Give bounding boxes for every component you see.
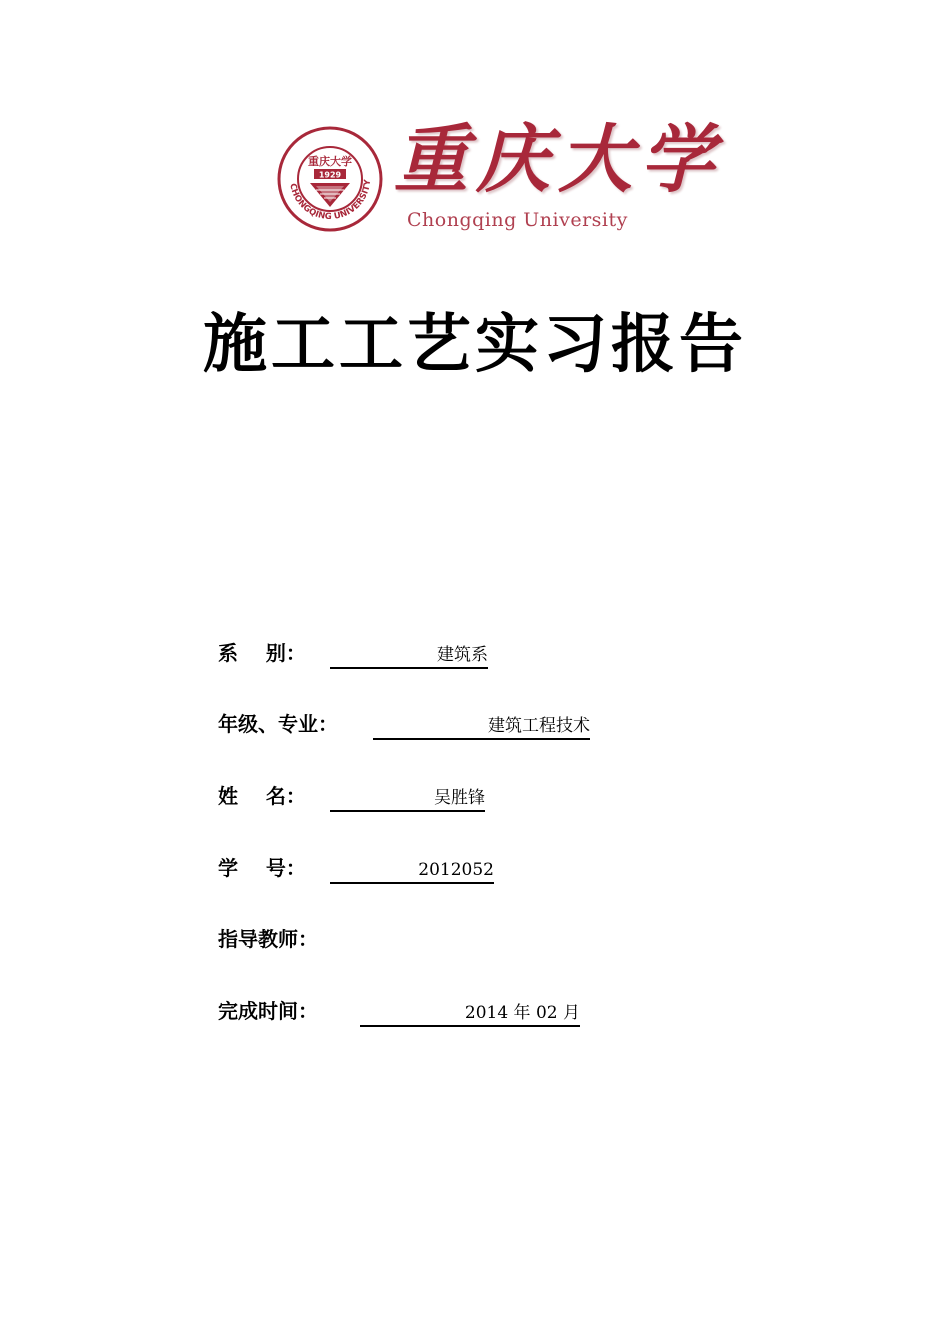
student-id-value: 2012052	[330, 853, 494, 884]
logo-english-name: Chongqing University	[407, 209, 628, 231]
completion-time-label: 完成时间：	[218, 999, 318, 1023]
university-seal-icon	[276, 125, 384, 233]
name-label: 姓 名：	[218, 784, 306, 808]
name-value: 吴胜锋	[330, 781, 485, 812]
department-label: 系 别：	[218, 641, 306, 665]
advisor-label: 指导教师：	[218, 927, 318, 951]
report-title: 施工工艺实习报告	[203, 307, 747, 382]
seal-top-text: 重庆大学	[308, 155, 352, 168]
university-logo	[276, 115, 722, 235]
department-value: 建筑系	[330, 638, 488, 669]
student-id-label: 学 号：	[218, 856, 306, 880]
grade-major-label: 年级、专业：	[218, 712, 338, 736]
seal-year-text: 1929	[318, 170, 342, 180]
logo-chinese-name: 重庆大学	[394, 117, 722, 203]
seal-ring-text: CHONGQING UNIVERSITY	[287, 179, 374, 223]
grade-major-value: 建筑工程技术	[373, 709, 590, 740]
completion-time-value: 2014 年 02 月	[360, 996, 580, 1027]
